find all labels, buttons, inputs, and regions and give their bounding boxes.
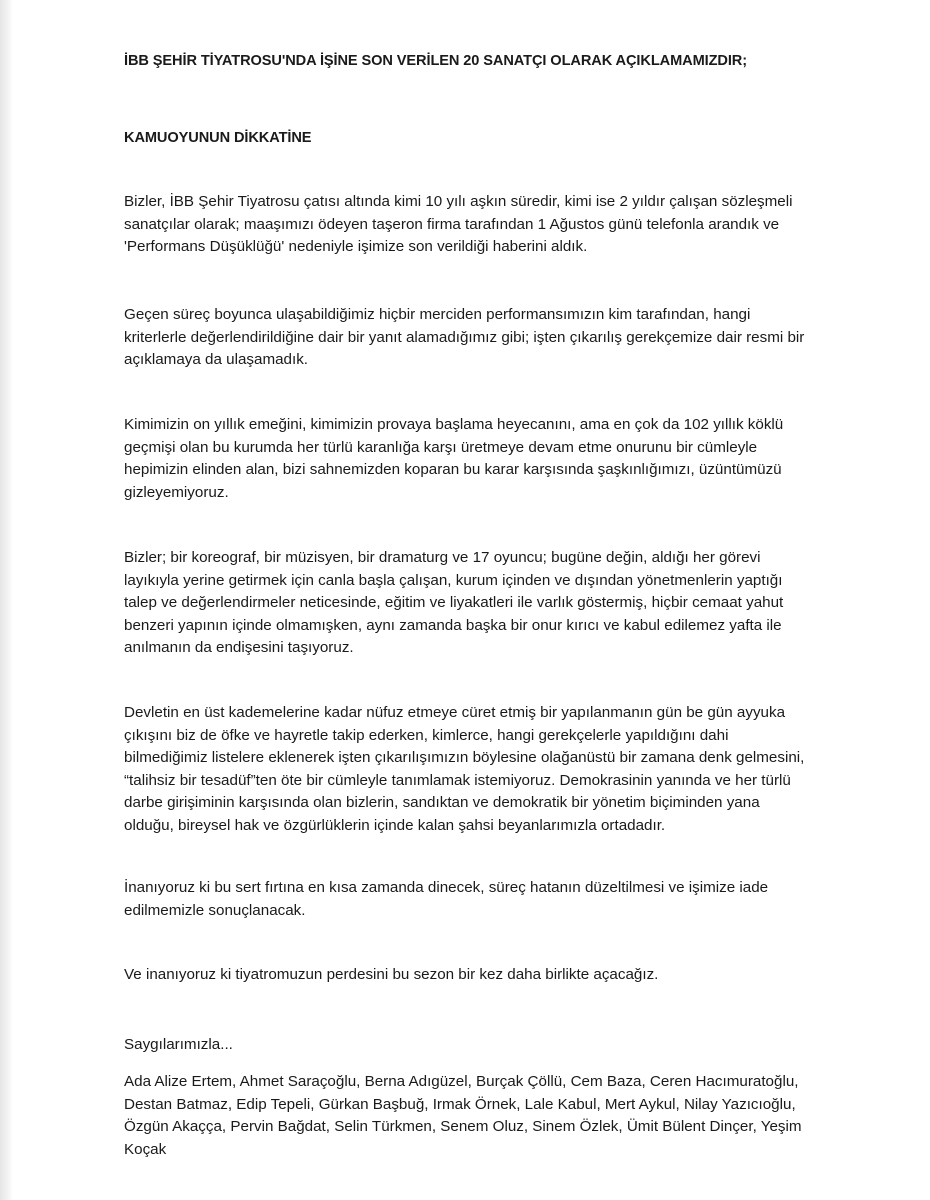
paragraph-line: talep ve değerlendirmeler neticesinde, eğitim ve liyakatleri ile varlık göstermiş, hiçbir cemaat yahut [124,594,784,612]
signatories-line: Özgün Akaçça, Pervin Bağdat, Selin Türkmen, Senem Oluz, Sinem Özlek, Ümit Bülent Dinçer, Yeşim [124,1118,802,1136]
paragraph-line: geçmişi olan bu kurumda her türlü karanlığa karşı üretmeye devam etme onurunu bir cümleyle [124,438,758,456]
paragraph-line: çıkışını biz de öfke ve hayretle takip ederken, kimlerce, hangi gerekçelerle yapıldığını dahi [124,726,729,744]
paragraph-line: benzeri yapının içinde olmamışken, aynı zamanda başka bir onur kırıcı ve kabul edilemez yafta ile [124,616,782,634]
paragraph-7 [124,964,859,987]
signatories-line: Ada Alize Ertem, Ahmet Saraçoğlu, Berna Adıgüzel, Burçak Çöllü, Cem Baza, Ceren Hacımuratoğlu, [124,1073,799,1090]
closing-salutation [124,1034,859,1057]
paragraph-2 [124,304,859,372]
paragraph-line: gizleyemiyoruz. [124,483,229,501]
paragraph-line: İnanıyoruz ki bu sert fırtına en kısa zamanda dinecek, süreç hatanın düzeltilmesi ve işimize iade [124,879,769,896]
page-edge-shadow [0,0,13,1200]
paragraph-5 [124,702,859,838]
paragraph-line: layıkıyla yerine getirmek için canla başla çalışan, kurum içinden ve dışından yönetmenlerin yaptığı [124,571,783,589]
document-subtitle: KAMUOYUNUN DİKKATİNE [124,130,312,146]
paragraph-line: edilmemizle sonuçlanacak. [124,901,306,919]
paragraph-line: Ve inanıyoruz ki tiyatromuzun perdesini bu sezon bir kez daha birlikte açacağız. [124,966,659,983]
paragraph-6 [124,877,859,922]
paragraph-line: Kimimizin on yıllık emeğini, kimimizin provaya başlama heyecanını, ama en çok da 102 yıllık köklü [124,416,784,433]
paragraph-3 [124,414,859,504]
document-title: İBB ŞEHİR TİYATROSU'NDA İŞİNE SON VERİLEN 20 SANATÇI OLARAK AÇIKLAMAMIZDIR; [124,53,747,69]
signatories-line: Koçak [124,1140,167,1158]
paragraph-line: hepimizin elinden alan, bizi sahnemizden koparan bu karar karşısında şaşkınlığımızı, üzüntümüzü [124,461,782,479]
paragraph-1 [124,191,859,259]
paragraph-line: Geçen süreç boyunca ulaşabildiğimiz hiçbir merciden performansımızın kim tarafından, hangi [124,306,751,323]
paragraph-line: olduğu, bireysel hak ve özgürlüklerin içinde kalan şahsi beyanlarımızla ortadadır. [124,816,666,834]
signatories-list [124,1071,859,1161]
paragraph-line: bilmediğimiz listelere eklenerek işten çıkarılışımızın böylesine olağanüstü bir zamana denk gelmesini, [124,749,805,767]
paragraph-line: “talihsiz bir tesadüf”ten öte bir cümleyle tanımlamak istemiyoruz. Demokrasinin yanında ve her türlü [124,771,791,789]
paragraph-line: darbe girişiminin karşısında olan bizlerin, sandıktan ve demokratik bir yönetim biçiminden yana [124,794,760,812]
signatories-line: Destan Batmaz, Edip Tepeli, Gürkan Başbuğ, Irmak Örnek, Lale Kabul, Mert Aykul, Nilay Yazıcıoğlu, [124,1095,796,1113]
paragraph-line: Bizler; bir koreograf, bir müzisyen, bir dramaturg ve 17 oyuncu; bugüne değin, aldığı her görevi [124,549,761,566]
paragraph-line: Bizler, İBB Şehir Tiyatrosu çatısı altında kimi 10 yılı aşkın süredir, kimi ise 2 yıldır çalışan sözleşmeli [124,193,793,210]
paragraph-line: kriterlerle değerlendirildiğine dair bir yanıt alamadığımız gibi; işten çıkarılış gerekçemize dair resmi bir [124,328,805,346]
paragraph-line: anılmanın da endişesini taşıyoruz. [124,639,354,657]
paragraph-line: açıklamaya da ulaşamadık. [124,351,309,369]
paragraph-line: Devletin en üst kademelerine kadar nüfuz etmeye cüret etmiş bir yapılanmanın gün be gün ayyuka [124,704,786,721]
paragraph-line: 'Performans Düşüklüğü' nedeniyle işimize son verildiği haberini aldık. [124,238,588,256]
paragraph-line: sanatçılar olarak; maaşımızı ödeyen taşeron firma tarafından 1 Ağustos günü telefonla arandık ve [124,215,780,233]
paragraph-4 [124,547,859,660]
closing-text: Saygılarımızla... [124,1036,233,1053]
